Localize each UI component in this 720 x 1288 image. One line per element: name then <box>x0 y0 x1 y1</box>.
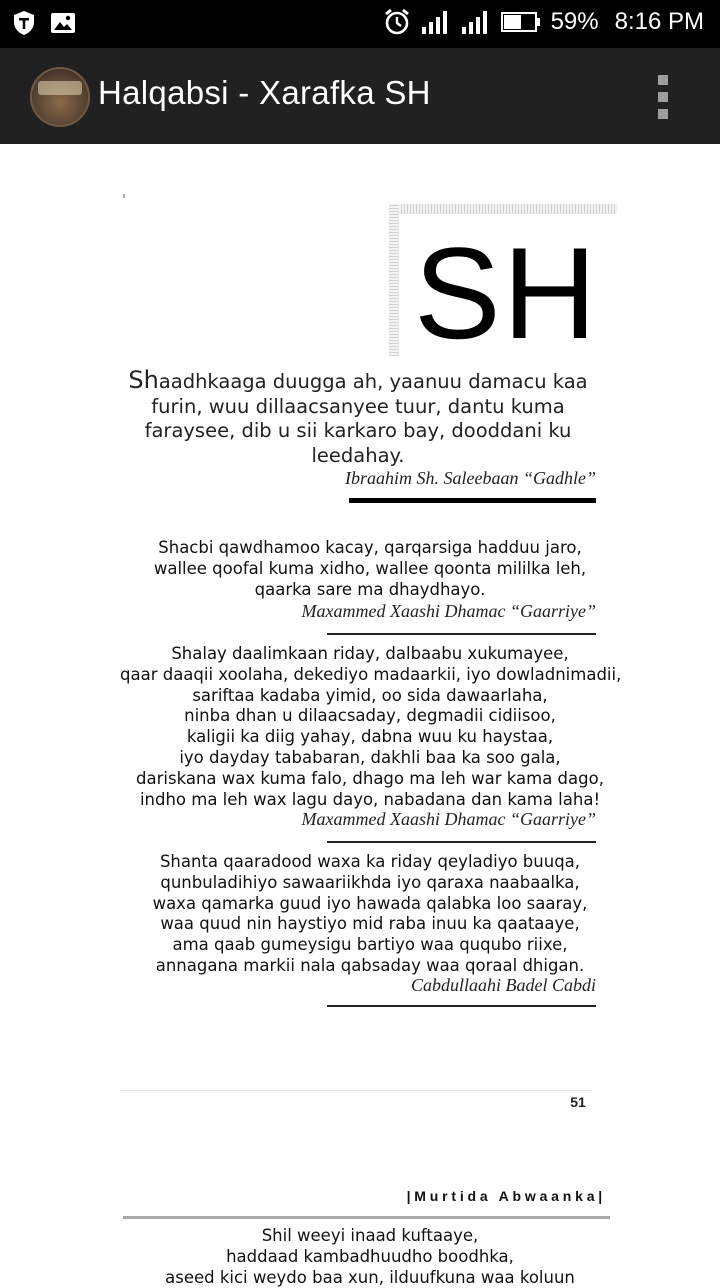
poem <box>120 1226 620 1288</box>
poem-line: ama qaab gumeysigu bartiyo waa ququbo riixe, <box>172 935 568 955</box>
poem <box>120 644 620 810</box>
intro-quote-author: Ibraahim Sh. Saleebaan “Gadhle” <box>345 468 596 488</box>
intro-quote <box>120 368 596 468</box>
overflow-menu-button[interactable] <box>658 75 670 119</box>
divider <box>327 1005 596 1007</box>
poem-line: qaar daaqii xoolaha, dekediyo madaarkii, iyo dowladnimadii, <box>120 664 622 684</box>
page-mark <box>123 194 125 198</box>
alarm-icon <box>383 8 411 36</box>
poem <box>120 852 620 977</box>
intro-quote-initial: Sh <box>128 366 159 394</box>
poem-line: Shanta qaaradood waxa ka riday qeyladiyo buuqa, <box>159 852 581 871</box>
poem-author: Maxammed Xaashi Dhamac “Gaarriye” <box>301 809 596 829</box>
poem-line: sariftaa kadaba yimid, oo sida dawaarlaha, <box>192 685 548 705</box>
poem <box>120 538 620 600</box>
signal-icon <box>421 9 451 35</box>
app-bar <box>0 48 720 144</box>
divider <box>327 841 596 843</box>
poem-line: qunbuladihiyo sawaariikhda iyo qaraxa naabaalka, <box>160 872 580 892</box>
clock: 8:16 PM <box>614 8 704 35</box>
poem-author: Maxammed Xaashi Dhamac “Gaarriye” <box>301 601 596 621</box>
status-bar <box>0 0 720 48</box>
poem-line: waa quud nin haystiyo mid raba inuu ka qaataaye, <box>160 914 580 934</box>
poem-line: iyo dayday tababaran, dakhli baa ka soo gala, <box>179 747 561 767</box>
battery-icon <box>501 11 541 33</box>
intro-quote-text: aadhkaaga duugga ah, yaanuu damacu kaa furin, wuu dillaacsanyee tuur, dantu kuma faraysee, dib u sii karkaro bay, dooddani ku leedahay. <box>144 370 588 467</box>
poem-line: waxa qamarka guud iyo hawada qalabka loo saaray, <box>152 893 588 913</box>
shield-icon <box>12 10 36 36</box>
poem-line: aseed kici weydo baa xun, ilduufkuna waa koluun <box>165 1267 575 1287</box>
running-header: |Murtida Abwaanka| <box>406 1188 606 1204</box>
poem-author: Cabdullaahi Badel Cabdi <box>410 975 596 995</box>
avatar[interactable] <box>30 67 90 127</box>
battery-percent: 59% <box>550 8 599 35</box>
poem-line: Shalay daalimkaan riday, dalbaabu xukumayee, <box>171 644 569 663</box>
menu-dot-icon <box>658 92 668 102</box>
poem-line: ninba dhan u dilaacsaday, degmadii cidiisoo, <box>184 706 556 726</box>
divider <box>327 633 596 635</box>
divider <box>349 498 596 503</box>
page-title: Halqabsi - Xarafka SH <box>98 74 431 111</box>
poem-line: dariskana wax kuma falo, dhago ma leh war kama dago, <box>136 768 604 788</box>
poem-line: Shil weeyi inaad kuftaaye, <box>261 1226 479 1245</box>
letter-heading: SH <box>414 220 599 366</box>
signal-icon <box>461 9 491 35</box>
image-icon <box>50 11 76 35</box>
poem-line: indho ma leh wax lagu dayo, nabadana dan kama laha! <box>139 789 601 809</box>
page-number: 51 <box>570 1094 586 1110</box>
poem-line: kaligii ka diig yahay, dabna wuu ku haystaa, <box>186 727 554 747</box>
poem-line: qaarka sare ma dhaydhayo. <box>254 579 486 599</box>
poem-line: annagana markii nala qabsaday waa qoraal dhigan. <box>155 955 585 975</box>
poem-line: haddaad kambadhuudho boodhka, <box>226 1246 514 1266</box>
divider <box>123 1216 610 1219</box>
menu-dot-icon <box>658 75 668 85</box>
page-footer-line <box>120 1090 592 1091</box>
poem-line: wallee qoofal kuma xidho, wallee qoonta mililka leh, <box>153 558 587 578</box>
book-page[interactable] <box>0 144 720 1287</box>
poem-line: Shacbi qawdhamoo kacay, qarqarsiga hadduu jaro, <box>158 538 582 557</box>
menu-dot-icon <box>658 109 668 119</box>
